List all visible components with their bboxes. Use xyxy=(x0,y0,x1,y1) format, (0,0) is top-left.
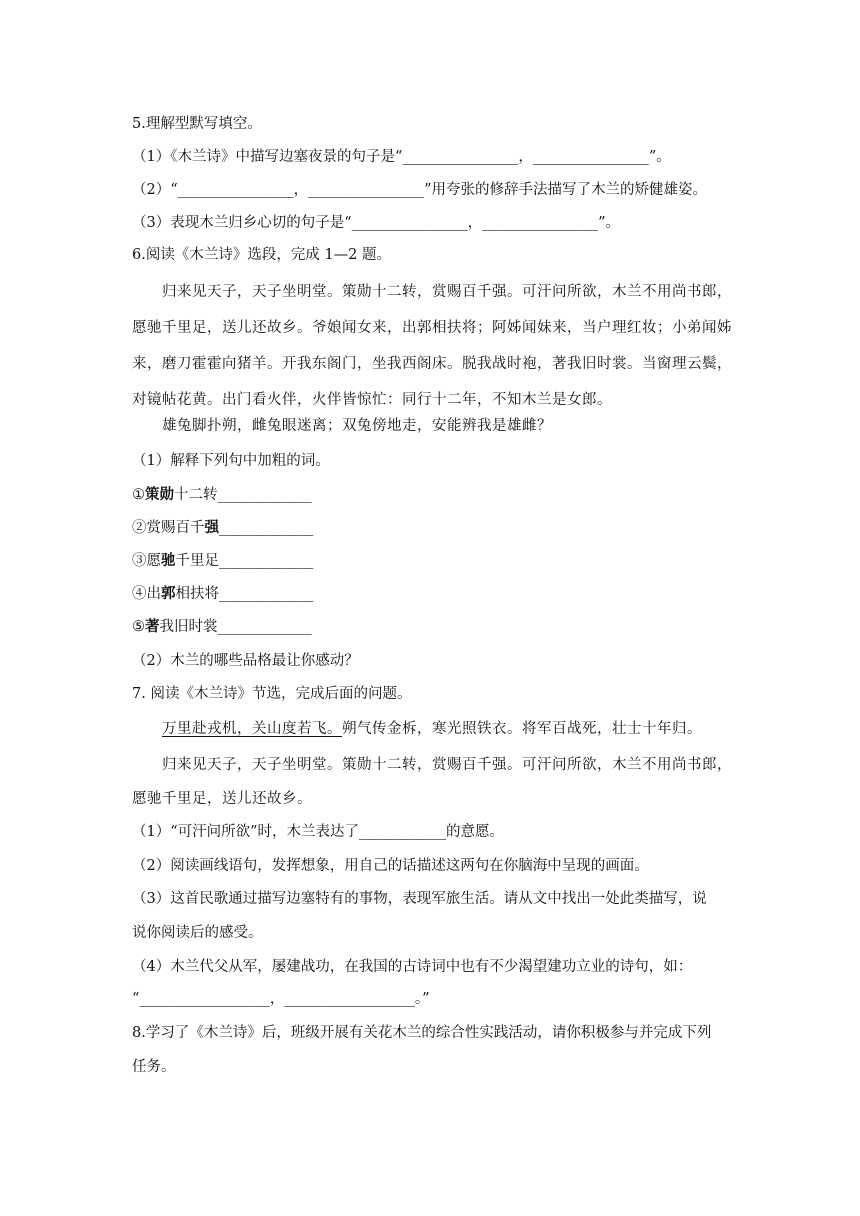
q7-item-4-line-2: “__________________，__________________。” xyxy=(132,991,430,1007)
q5-item-1: （1）《木兰诗》中描写边塞夜景的句子是“________________，________________”。 xyxy=(132,149,671,165)
q7-passage-line-1: 万里赴戎机，关山度若飞。朔气传金柝，寒光照铁衣。将军百战死，壮士十年归。 xyxy=(162,721,702,737)
bold-word: 策勋 xyxy=(145,486,174,503)
q7-item-3-line-1: （3）这首民歌通过描写边塞特有的事物，表现军旅生活。请从文中找出一处此类描写，说 xyxy=(132,891,707,907)
q7-item-2: （2）阅读画线语句，发挥想象，用自己的话描述这两句在你脑海中呈现的画面。 xyxy=(132,858,649,874)
q7-passage-line-2: 归来见天子，天子坐明堂。策勋十二转，赏赐百千强。可汗问所欲，木兰不用尚书郎， xyxy=(162,757,732,773)
q7-passage-line-3: 愿驰千里足，送儿还故乡。 xyxy=(132,791,312,807)
bold-word: 著 xyxy=(145,618,160,635)
q5-item-2: （2）“________________，________________”用夸张的修辞手法描写了木兰的矫健雄姿。 xyxy=(132,182,708,198)
q6-word-3: ③愿驰千里足_____________ xyxy=(132,552,314,569)
q8-line-1: 8.学习了《木兰诗》后，班级开展有关花木兰的综合性实践活动，请你积极参与并完成下列 xyxy=(132,1025,712,1041)
q6-word-2: ②赏赐百千强_____________ xyxy=(132,519,314,536)
q6-passage-line-3: 来，磨刀霍霍向猪羊。开我东阁门，坐我西阁床。脱我战时袍，著我旧时裳。当窗理云鬓， xyxy=(132,356,732,372)
q5-title: 5.理解型默写填空。 xyxy=(132,116,262,132)
q6-passage-line-2: 愿驰千里足，送儿还故乡。爷娘闻女来，出郭相扶将；阿姊闻妹来，当户理红妆；小弟闻姊 xyxy=(132,320,732,336)
q6-title: 6.阅读《木兰诗》选段，完成 1—2 题。 xyxy=(132,247,392,263)
q6-passage-line-1: 归来见天子，天子坐明堂。策勋十二转，赏赐百千强。可汗问所欲，木兰不用尚书郎， xyxy=(162,284,732,300)
q8-line-2: 任务。 xyxy=(132,1059,176,1075)
q7-title: 7. 阅读《木兰诗》节选，完成后面的问题。 xyxy=(132,686,412,702)
bold-word: 驰 xyxy=(161,552,176,569)
q6-word-4: ④出郭相扶将_____________ xyxy=(132,585,314,602)
underlined-sentence: 万里赴戎机，关山度若飞。 xyxy=(162,721,342,737)
q6-passage-line-4: 对镜帖花黄。出门看火伴，火伴皆惊忙：同行十二年，不知木兰是女郎。 xyxy=(132,392,612,408)
bold-word: 郭 xyxy=(161,585,176,602)
q6-passage-2: 雄兔脚扑朔，雌兔眼迷离；双兔傍地走，安能辨我是雄雌？ xyxy=(162,418,552,434)
q6-word-1: ①策勋十二转_____________ xyxy=(132,486,312,503)
q7-item-1: （1）“可汗问所欲”时，木兰表达了____________的意愿。 xyxy=(132,824,505,840)
q6-word-5: ⑤著我旧时裳_____________ xyxy=(132,618,312,635)
q7-item-4-line-1: （4）木兰代父从军，屡建战功，在我国的古诗词中也有不少渴望建功立业的诗句，如： xyxy=(132,959,693,975)
q7-item-3-line-2: 说你阅读后的感受。 xyxy=(132,925,263,941)
bold-word: 强 xyxy=(204,519,219,536)
q6-subquestion-2: （2）木兰的哪些品格最让你感动？ xyxy=(132,653,359,669)
q6-subquestion-1: （1）解释下列句中加粗的词。 xyxy=(132,453,330,469)
q5-item-3: （3）表现木兰归乡心切的句子是“________________，________________”。 xyxy=(132,215,621,231)
